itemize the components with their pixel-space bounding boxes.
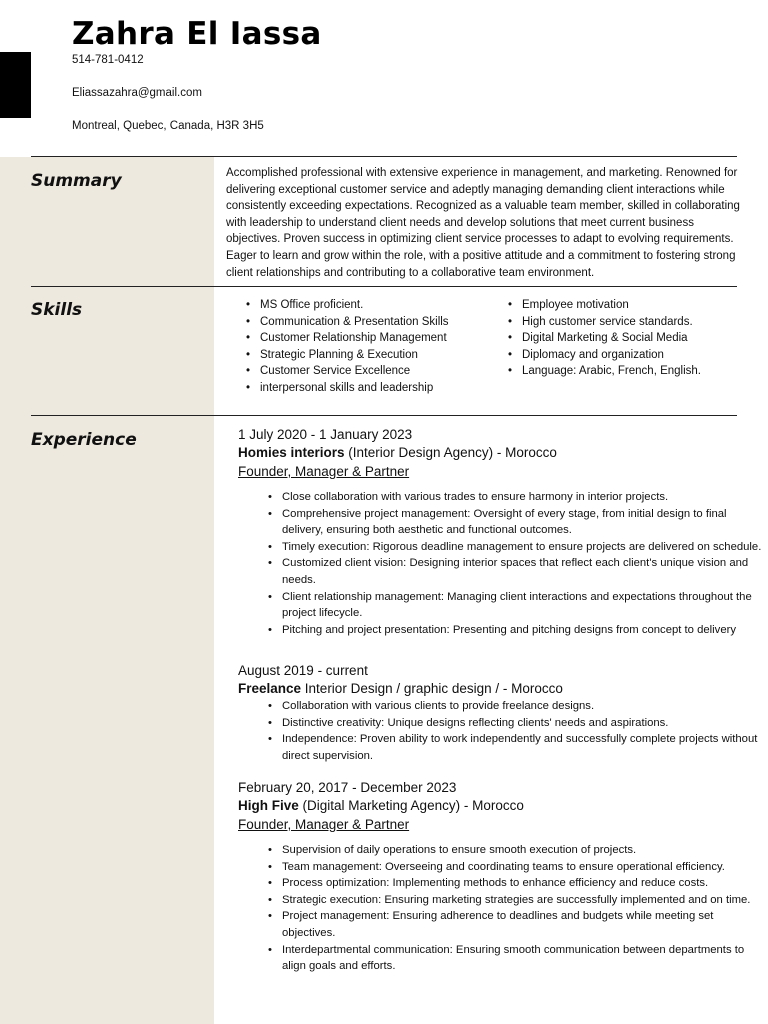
company-detail: (Digital Marketing Agency) - Morocco	[298, 798, 524, 813]
job-company	[238, 680, 563, 698]
candidate-name: Zahra El Iassa	[72, 16, 322, 52]
company-detail: (Interior Design Agency) - Morocco	[344, 445, 557, 460]
skill-item: • Customer Service Excellence	[246, 363, 449, 380]
summary-divider	[31, 156, 737, 157]
job-bullet: • Collaboration with various clients to provide freelance designs.	[268, 698, 758, 715]
job-bullet: • Strategic execution: Ensuring marketing strategies are successfully implemented and on time.	[268, 892, 766, 909]
job-bullets	[268, 842, 766, 975]
postal-address: Montreal, Quebec, Canada, H3R 3H5	[72, 120, 264, 132]
job-bullet: • Supervision of daily operations to ensure smooth execution of projects.	[268, 842, 766, 859]
skill-item: • Communication & Presentation Skills	[246, 314, 449, 331]
job-bullets	[268, 698, 758, 764]
summary-text: Accomplished professional with extensive experience in management, and marketing. Renowned for delivering exceptional customer service and adeptly managing demanding client interactions while consistently exceeding expectations. Recognized as a valuable team member, skilled in collaborating with leadership to understand client needs and develop solutions that meet current business objectives. Proven success in optimizing client service processes to adapt to evolving requirements. Eager to learn and grow within the role, with a positive attitude and a commitment to fostering strong client relationships and contributing to a collaborative team environment.	[226, 167, 740, 279]
left-side-band	[0, 157, 214, 1024]
job-bullet: • Comprehensive project management: Oversight of every stage, from initial design to final delivery, ensuring both aesthetic and functional outcomes.	[268, 506, 764, 539]
skill-item: • MS Office proficient.	[246, 297, 449, 314]
skills-list-right	[508, 297, 701, 380]
summary-heading: Summary	[31, 171, 122, 191]
skill-item: • interpersonal skills and leadership	[246, 380, 449, 397]
job-company	[238, 444, 557, 462]
job-bullet: • Client relationship management: Managing client interactions and expectations throughout the project lifecycle.	[268, 589, 764, 622]
skill-item: • High customer service standards.	[508, 314, 701, 331]
skill-item: • Employee motivation	[508, 297, 701, 314]
skill-item: • Language: Arabic, French, English.	[508, 363, 701, 380]
company-name: High Five	[238, 798, 299, 813]
company-detail: Interior Design / graphic design / - Morocco	[301, 681, 563, 696]
job-bullet: • Process optimization: Implementing methods to enhance efficiency and reduce costs.	[268, 875, 766, 892]
skill-item: • Diplomacy and organization	[508, 347, 701, 364]
skills-heading: Skills	[31, 300, 83, 320]
company-name: Freelance	[238, 681, 302, 696]
job-bullet: • Project management: Ensuring adherence to deadlines and budgets while meeting set objectives.	[268, 908, 766, 941]
skills-divider	[31, 286, 737, 287]
job-bullet: • Independence: Proven ability to work independently and successfully complete projects without direct supervision.	[268, 731, 758, 764]
experience-divider	[31, 415, 737, 416]
skill-item: • Strategic Planning & Execution	[246, 347, 449, 364]
job-company	[238, 797, 524, 815]
job-bullet: • Interdepartmental communication: Ensuring smooth communication between departments to align goals and efforts.	[268, 942, 766, 975]
email-address: Eliassazahra@gmail.com	[72, 87, 202, 99]
job-role: Founder, Manager & Partner	[238, 817, 410, 832]
skill-item: • Digital Marketing & Social Media	[508, 330, 701, 347]
experience-heading: Experience	[31, 430, 137, 450]
job-bullet: • Distinctive creativity: Unique designs reflecting clients' needs and aspirations.	[268, 715, 758, 732]
decorative-black-tab	[0, 52, 31, 118]
company-name: Homies interiors	[238, 445, 345, 460]
phone-number: 514-781-0412	[72, 54, 144, 66]
job-bullet: • Pitching and project presentation: Presenting and pitching designs from concept to delivery	[268, 622, 764, 639]
job-bullet: • Close collaboration with various trades to ensure harmony in interior projects.	[268, 489, 764, 506]
skill-item: • Customer Relationship Management	[246, 330, 449, 347]
job-bullet: • Timely execution: Rigorous deadline management to ensure projects are delivered on schedule.	[268, 539, 764, 556]
job-dates: August 2019 - current	[238, 663, 368, 678]
job-bullets	[268, 489, 764, 638]
job-dates: 1 July 2020 - 1 January 2023	[238, 427, 413, 442]
job-role: Founder, Manager & Partner	[238, 464, 410, 479]
skills-list-left	[246, 297, 449, 397]
job-bullet: • Customized client vision: Designing interior spaces that reflect each client's unique vision and needs.	[268, 555, 764, 588]
job-bullet: • Team management: Overseeing and coordinating teams to ensure operational efficiency.	[268, 859, 766, 876]
job-dates: February 20, 2017 - December 2023	[238, 780, 457, 795]
